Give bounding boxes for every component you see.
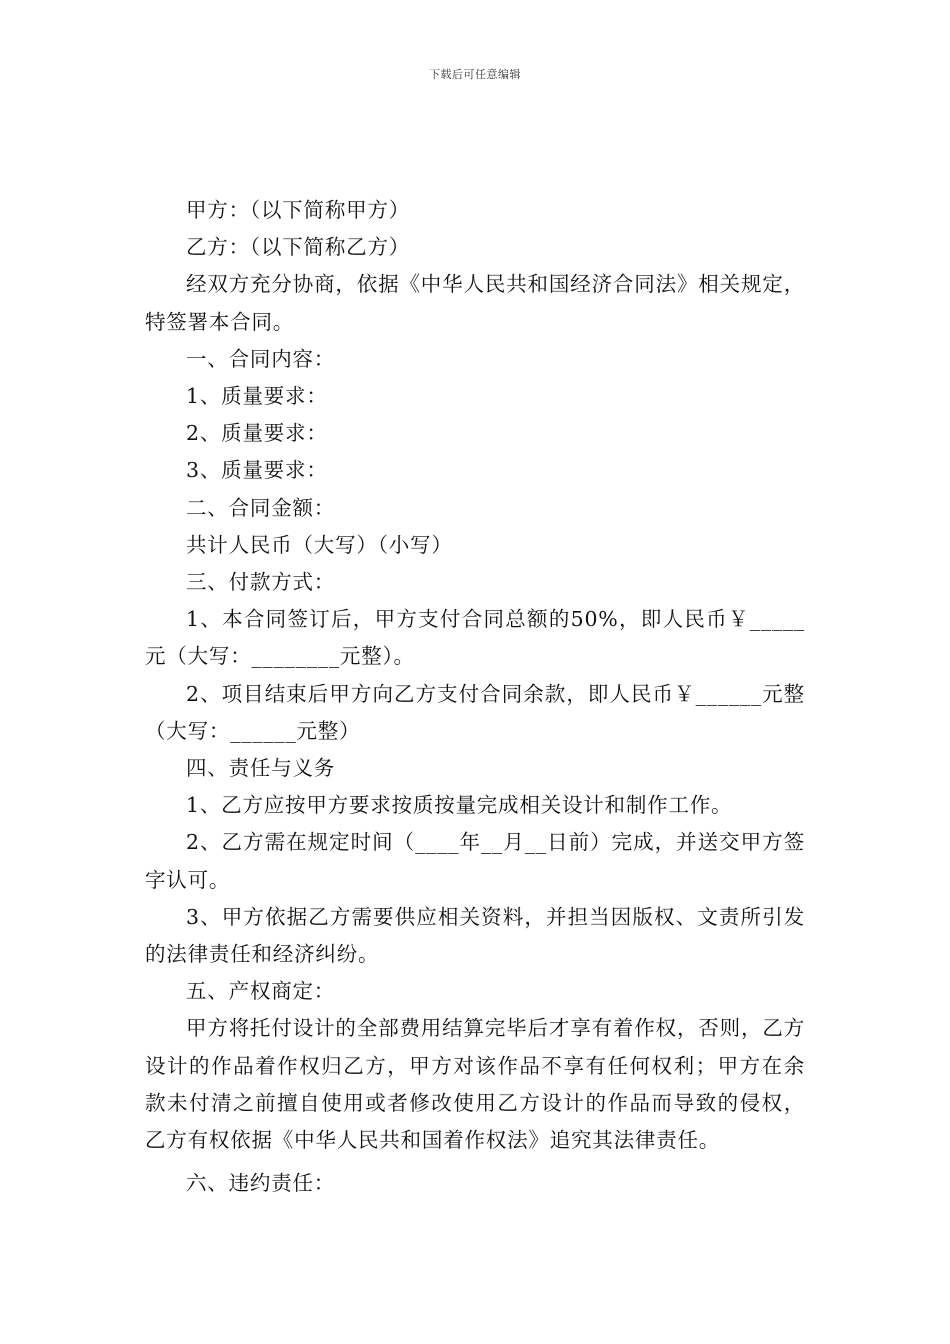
page-header: 下载后可任意编辑 — [429, 68, 521, 81]
quality-requirement-1: 1、质量要求： — [186, 384, 328, 409]
amount-line: 共计人民币（大写）（小写） — [186, 532, 453, 557]
duty-clause-3: 3、甲方依据乙方需要供应相关资料，并担当因版权、文责所引发的法律责任和经济纠纷。 — [145, 904, 805, 967]
party-b-line: 乙方：（以下简称乙方） — [186, 235, 411, 260]
copyright-paragraph: 甲方将托付设计的全部费用结算完毕后才享有着作权，否则，乙方设计的作品着作权归乙方，甲方对该作品不享有任何权利；甲方在余款未付清之前擅自使用或者修改使用乙方设计的作品而导致的侵权，乙方有权依据《中华人民共和国着作权法》追究其法律责任。 — [145, 1016, 805, 1153]
payment-clause-1: 1、本合同签订后，甲方支付合同总额的50%，即人民币￥_____元（大写：________元整）。 — [145, 607, 805, 669]
document-body — [145, 192, 805, 1202]
section-heading-copyright: 五、产权商定： — [186, 979, 336, 1004]
section-heading-breach: 六、违约责任： — [186, 1171, 336, 1196]
section-heading-duties: 四、责任与义务 — [186, 756, 336, 781]
duty-clause-1: 1、乙方应按甲方要求按质按量完成相关设计和制作工作。 — [186, 793, 733, 818]
payment-clause-2: 2、项目结束后甲方向乙方支付合同余款，即人民币￥______元整（大写：______元整） — [145, 681, 805, 743]
section-heading-amount: 二、合同金额： — [186, 495, 336, 520]
party-a-line: 甲方：（以下简称甲方） — [186, 198, 411, 222]
duty-clause-2: 2、乙方需在规定时间（____年__月__日前）完成，并送交甲方签字认可。 — [145, 830, 805, 892]
section-heading-payment: 三、付款方式： — [186, 570, 336, 595]
quality-requirement-3: 3、质量要求： — [186, 458, 328, 483]
quality-requirement-2: 2、质量要求： — [186, 421, 328, 446]
section-heading-contents: 一、合同内容： — [186, 346, 336, 371]
preamble-paragraph: 经双方充分协商，依据《中华人民共和国经济合同法》相关规定，特签署本合同。 — [145, 272, 805, 334]
